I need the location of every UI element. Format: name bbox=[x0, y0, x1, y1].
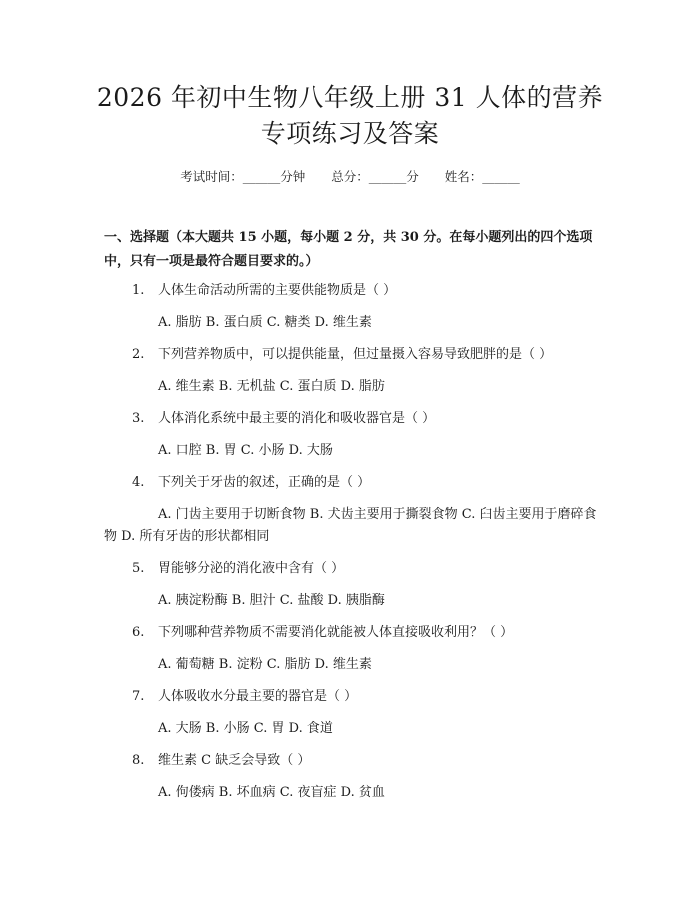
question-number: 3. bbox=[132, 411, 145, 426]
exam-meta bbox=[0, 167, 700, 187]
question-options: A. 佝偻病 B. 坏血病 C. 夜盲症 D. 贫血 bbox=[158, 785, 385, 800]
exam-time-label: 考试时间：______分钟 bbox=[180, 169, 306, 184]
question-number: 5. bbox=[132, 561, 145, 576]
question-options: A. 脂肪 B. 蛋白质 C. 糖类 D. 维生素 bbox=[158, 315, 372, 330]
total-score-label: 总分：______分 bbox=[331, 169, 419, 184]
question-8 bbox=[104, 750, 598, 804]
question-options: A. 胰淀粉酶 B. 胆汁 C. 盐酸 D. 胰脂酶 bbox=[158, 593, 385, 608]
question-number: 6. bbox=[132, 625, 145, 640]
document-title bbox=[70, 80, 630, 152]
question-options: A. 口腔 B. 胃 C. 小肠 D. 大肠 bbox=[158, 443, 333, 458]
question-text: 下列营养物质中，可以提供能量，但过量摄入容易导致肥胖的是（ ） bbox=[158, 347, 553, 362]
question-text: 人体消化系统中最主要的消化和吸收器官是（ ） bbox=[158, 411, 436, 426]
question-2 bbox=[104, 344, 598, 398]
question-options: A. 维生素 B. 无机盐 C. 蛋白质 D. 脂肪 bbox=[158, 379, 385, 394]
question-5 bbox=[104, 558, 598, 612]
question-text: 人体生命活动所需的主要供能物质是（ ） bbox=[158, 283, 397, 298]
question-text: 人体吸收水分最主要的器官是（ ） bbox=[158, 689, 358, 704]
question-list bbox=[104, 280, 598, 814]
question-number: 1. bbox=[132, 283, 145, 298]
question-text: 下列关于牙齿的叙述，正确的是（ ） bbox=[158, 475, 371, 490]
title-line-1: 2026 年初中生物八年级上册 31 人体的营养 bbox=[96, 83, 604, 112]
question-options: A. 门齿主要用于切断食物 B. 犬齿主要用于撕裂食物 C. 臼齿主要用于磨碎食物 D. 所有牙齿的形状都相同 bbox=[104, 507, 597, 544]
question-4 bbox=[104, 472, 598, 548]
section-heading: 一、选择题（本大题共 15 小题，每小题 2 分，共 30 分。在每小题列出的四个选项中，只有一项是最符合题目要求的。） bbox=[104, 230, 593, 269]
question-options: A. 大肠 B. 小肠 C. 胃 D. 食道 bbox=[158, 721, 333, 736]
question-1 bbox=[104, 280, 598, 334]
question-options: A. 葡萄糖 B. 淀粉 C. 脂肪 D. 维生素 bbox=[158, 657, 372, 672]
question-number: 4. bbox=[132, 475, 145, 490]
title-line-2: 专项练习及答案 bbox=[260, 119, 440, 148]
question-text: 下列哪种营养物质不需要消化就能被人体直接吸收利用？（ ） bbox=[158, 625, 514, 640]
question-7 bbox=[104, 686, 598, 740]
question-number: 8. bbox=[132, 753, 145, 768]
question-number: 2. bbox=[132, 347, 145, 362]
question-3 bbox=[104, 408, 598, 462]
question-text: 维生素 C 缺乏会导致（ ） bbox=[158, 753, 311, 768]
question-text: 胃能够分泌的消化液中含有（ ） bbox=[158, 561, 345, 576]
student-name-label: 姓名：______ bbox=[444, 169, 520, 184]
question-6 bbox=[104, 622, 598, 676]
question-number: 7. bbox=[132, 689, 145, 704]
